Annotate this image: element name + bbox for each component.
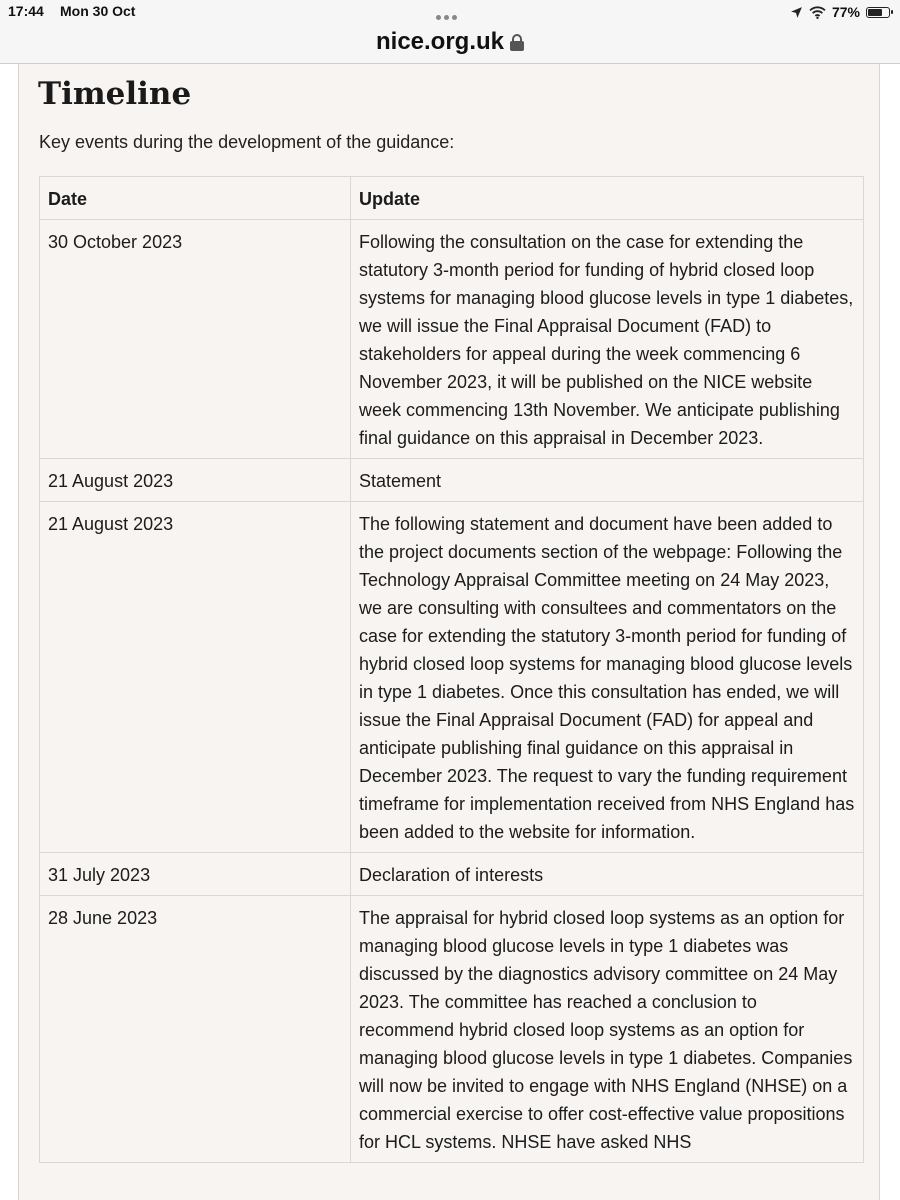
table-row [40, 896, 864, 1163]
row-date: 31 July 2023 [40, 853, 351, 896]
battery-percentage: 77% [831, 4, 860, 20]
page-intro: Key events during the development of the guidance: [39, 132, 455, 152]
status-time: 17:44 [8, 3, 44, 19]
row-update: The following statement and document have been added to the project documents section of the webpage: Following the Technology Appraisal Committee meeting on 24 May 2023, we are consulting with consultees and commentators on the case for extending the statutory 3-month period for funding of hybrid closed loop systems for managing blood glucose levels in type 1 diabetes. Once this consultation has ended, we will issue the Final Appraisal Document (FAD) for appeal and anticipate publishing final guidance on this appraisal in December 2023. The request to vary the funding requirement timeframe for implementation received from NHS England has been added to the website for information. [351, 502, 864, 853]
address-bar[interactable] [0, 24, 900, 64]
row-update: Statement [351, 459, 864, 502]
column-header-date: Date [40, 177, 351, 220]
url-text[interactable]: nice.org.uk [375, 28, 505, 55]
wifi-icon [809, 6, 826, 19]
multitasking-dots-icon[interactable] [436, 7, 464, 15]
row-update: Following the consultation on the case for extending the statutory 3-month period for funding of hybrid closed loop systems for managing blood glucose levels in type 1 diabetes, we will issue the Final Appraisal Document (FAD) to stakeholders for appeal during the week commencing 6 November 2023, it will be published on the NICE website week commencing 13th November. We anticipate publishing final guidance on this appraisal in December 2023. [351, 220, 864, 459]
row-date: 21 August 2023 [40, 459, 351, 502]
table-row [40, 459, 864, 502]
row-date: 21 August 2023 [40, 502, 351, 853]
table-header-row [40, 177, 864, 220]
url-display[interactable] [0, 28, 900, 56]
table-row [40, 853, 864, 896]
column-header-update: Update [351, 177, 864, 220]
row-date: 28 June 2023 [40, 896, 351, 1163]
row-update: The appraisal for hybrid closed loop systems as an option for managing blood glucose levels in type 1 diabetes was discussed by the diagnostics advisory committee on 24 May 2023. The committee has reached a conclusion to recommend hybrid closed loop systems as an option for managing blood glucose levels in type 1 diabetes. Companies will now be invited to engage with NHS England (NHSE) on a commercial exercise to offer cost-effective value propositions for HCL systems. NHSE have asked NHS [351, 896, 864, 1163]
battery-level-fill [868, 9, 882, 16]
status-bar [0, 0, 900, 24]
battery-icon [866, 7, 890, 18]
status-indicators [790, 2, 890, 22]
location-arrow-icon [790, 6, 803, 19]
page-title: Timeline [38, 76, 192, 112]
timeline-table [39, 176, 864, 1163]
row-date: 30 October 2023 [40, 220, 351, 459]
table-row [40, 502, 864, 853]
row-update: Declaration of interests [351, 853, 864, 896]
page-content [18, 64, 880, 1200]
lock-icon [510, 34, 524, 50]
table-row [40, 220, 864, 459]
status-date: Mon 30 Oct [60, 3, 136, 19]
